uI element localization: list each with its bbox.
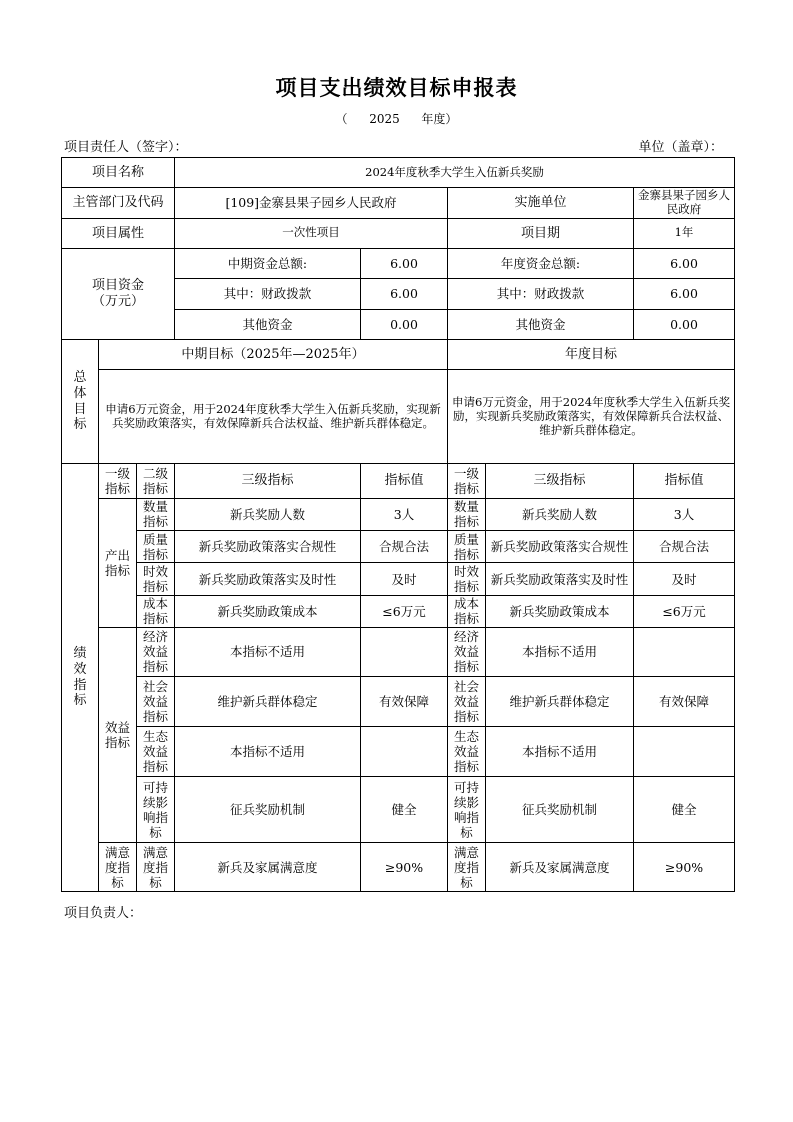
form-title: 项目支出绩效目标申报表 <box>275 75 518 100</box>
year-level2-cell: 社会 效益 指标 <box>448 676 486 727</box>
year-level3-cell: 新兵奖励人数 <box>486 498 634 530</box>
project-name: 2024年度秋季大学生入伍新兵奖励 <box>175 158 735 188</box>
year-other-value: 0.00 <box>634 309 735 339</box>
table-row <box>62 628 735 677</box>
overall-goal-label: 总 体 目 标 <box>62 339 99 463</box>
year-level2-cell: 质量 指标 <box>448 531 486 563</box>
performance-label: 绩 效 指 标 <box>62 464 99 892</box>
year-line <box>0 110 793 127</box>
year-value-cell: ≤6万元 <box>634 595 735 627</box>
project-period-value: 1年 <box>634 218 735 248</box>
mid-fiscal-value: 6.00 <box>361 279 448 309</box>
dept-label: 主管部门及代码 <box>62 188 175 218</box>
level1-header: 一级 指标 <box>99 464 137 498</box>
level2-cell: 满意 度指 标 <box>137 843 175 892</box>
year-level2-cell: 经济 效益 指标 <box>448 628 486 677</box>
level2-cell: 生态 效益 指标 <box>137 727 175 777</box>
year-level2-cell: 时效 指标 <box>448 563 486 595</box>
level2-cell: 社会 效益 指标 <box>137 676 175 727</box>
level2-cell: 质量 指标 <box>137 531 175 563</box>
year-level3-cell: 本指标不适用 <box>486 628 634 677</box>
value-header: 指标值 <box>361 464 448 498</box>
level2-cell: 可持 续影 响指 标 <box>137 776 175 843</box>
level3-cell: 新兵奖励人数 <box>175 498 361 530</box>
table-row <box>62 531 735 563</box>
year-value-cell: 3人 <box>634 498 735 530</box>
year-value-cell <box>634 628 735 677</box>
level3-cell: 本指标不适用 <box>175 628 361 677</box>
year-level3-cell: 新兵及家属满意度 <box>486 843 634 892</box>
table-row <box>62 676 735 727</box>
level2-cell: 成本 指标 <box>137 595 175 627</box>
unit-seal-label: 单位（盖章）： <box>638 140 723 155</box>
satisfaction-indicator-label: 满意 度指 标 <box>99 843 137 892</box>
dept-value: [109]金寨县果子园乡人民政府 <box>175 188 448 218</box>
year-level2-cell: 生态 效益 指标 <box>448 727 486 777</box>
year-fiscal-value: 6.00 <box>634 279 735 309</box>
value-cell: 健全 <box>361 776 448 843</box>
year-value-cell: 健全 <box>634 776 735 843</box>
year-level3-header: 三级指标 <box>486 464 634 498</box>
impl-unit-label: 实施单位 <box>448 188 634 218</box>
year-level2-cell: 成本 指标 <box>448 595 486 627</box>
level3-cell: 征兵奖励机制 <box>175 776 361 843</box>
performance-form-table <box>61 157 735 892</box>
mid-other-value: 0.00 <box>361 309 448 339</box>
level2-cell: 经济 效益 指标 <box>137 628 175 677</box>
project-attr-value: 一次性项目 <box>175 218 448 248</box>
value-cell: 3人 <box>361 498 448 530</box>
year-value: 2025 <box>369 112 400 126</box>
level3-header: 三级指标 <box>175 464 361 498</box>
mid-goal-header: 中期目标（2025年—2025年） <box>99 339 448 369</box>
year-level2-cell: 可持 续影 响指 标 <box>448 776 486 843</box>
year-value-cell <box>634 727 735 777</box>
year-level3-cell: 新兵奖励政策落实合规性 <box>486 531 634 563</box>
table-row <box>62 727 735 777</box>
value-cell <box>361 628 448 677</box>
mid-fiscal-label: 其中：财政拨款 <box>175 279 361 309</box>
table-row <box>62 843 735 892</box>
table-row <box>62 776 735 843</box>
level2-cell: 数量 指标 <box>137 498 175 530</box>
year-total-label: 年度资金总额: <box>448 248 634 278</box>
year-suffix: 年度） <box>421 112 458 126</box>
year-value-cell: ≥90% <box>634 843 735 892</box>
value-cell: ≥90% <box>361 843 448 892</box>
funds-label: 项目资金 （万元） <box>62 248 175 339</box>
year-goal-header: 年度目标 <box>448 339 735 369</box>
mid-total-value: 6.00 <box>361 248 448 278</box>
year-level2-cell: 满意 度指 标 <box>448 843 486 892</box>
responsible-label: 项目责任人（签字）： <box>64 140 188 155</box>
year-level3-cell: 本指标不适用 <box>486 727 634 777</box>
year-level3-cell: 征兵奖励机制 <box>486 776 634 843</box>
mid-other-label: 其他资金 <box>175 309 361 339</box>
year-fiscal-label: 其中：财政拨款 <box>448 279 634 309</box>
year-level3-cell: 新兵奖励政策落实及时性 <box>486 563 634 595</box>
value-cell: 有效保障 <box>361 676 448 727</box>
year-value-cell: 有效保障 <box>634 676 735 727</box>
level2-header: 二级 指标 <box>137 464 175 498</box>
project-name-label: 项目名称 <box>62 158 175 188</box>
level2-cell: 时效 指标 <box>137 563 175 595</box>
level3-cell: 新兵奖励政策落实及时性 <box>175 563 361 595</box>
year-total-value: 6.00 <box>634 248 735 278</box>
year-value-cell: 合规合法 <box>634 531 735 563</box>
level3-cell: 新兵奖励政策成本 <box>175 595 361 627</box>
level3-cell: 维护新兵群体稳定 <box>175 676 361 727</box>
year-value-cell: 及时 <box>634 563 735 595</box>
table-row <box>62 563 735 595</box>
year-level2-header: 一级 指标 <box>448 464 486 498</box>
impl-unit-value: 金寨县果子园乡人民政府 <box>634 188 735 218</box>
year-value-header: 指标值 <box>634 464 735 498</box>
level3-cell: 本指标不适用 <box>175 727 361 777</box>
year-level3-cell: 维护新兵群体稳定 <box>486 676 634 727</box>
table-row <box>62 498 735 530</box>
project-attr-label: 项目属性 <box>62 218 175 248</box>
value-cell: 合规合法 <box>361 531 448 563</box>
year-goal-text: 申请6万元资金，用于2024年度秋季大学生入伍新兵奖励，实现新兵奖励政策落实，有效保障新兵合法权益、维护新兵群体稳定。 <box>448 370 735 464</box>
table-row <box>62 595 735 627</box>
level3-cell: 新兵奖励政策落实合规性 <box>175 531 361 563</box>
value-cell <box>361 727 448 777</box>
mid-goal-text: 申请6万元资金，用于2024年度秋季大学生入伍新兵奖励，实现新兵奖励政策落实，有效保障新兵合法权益、维护新兵群体稳定。 <box>99 370 448 464</box>
year-open: （ <box>335 112 348 126</box>
level3-cell: 新兵及家属满意度 <box>175 843 361 892</box>
project-leader-label: 项目负责人： <box>64 906 143 921</box>
year-level3-cell: 新兵奖励政策成本 <box>486 595 634 627</box>
value-cell: ≤6万元 <box>361 595 448 627</box>
mid-total-label: 中期资金总额: <box>175 248 361 278</box>
value-cell: 及时 <box>361 563 448 595</box>
year-other-label: 其他资金 <box>448 309 634 339</box>
project-period-label: 项目期 <box>448 218 634 248</box>
benefit-indicator-label: 效益 指标 <box>99 628 137 843</box>
year-level2-cell: 数量 指标 <box>448 498 486 530</box>
output-indicator-label: 产出 指标 <box>99 498 137 627</box>
